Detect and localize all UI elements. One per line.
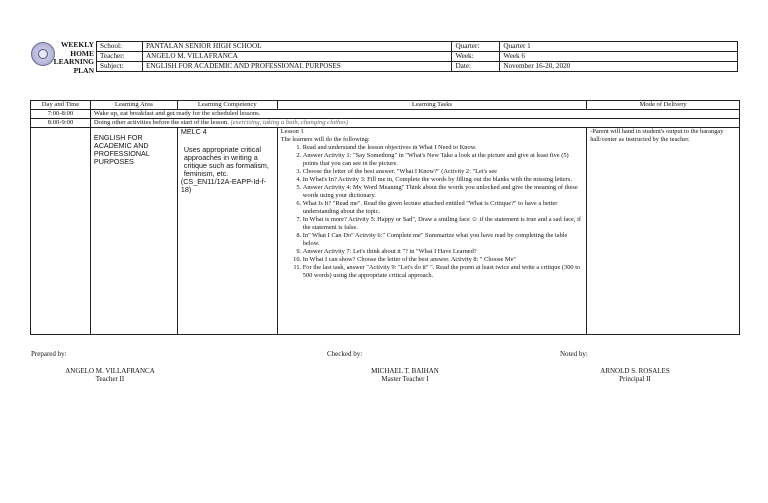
noted-title: Principal II bbox=[619, 375, 651, 383]
noted-by-label: Noted by: bbox=[560, 350, 588, 358]
checked-name: MICHAEL T. BAIHAN bbox=[371, 367, 439, 375]
prepared-name: ANGELO M. VILLAFRANCA bbox=[65, 367, 155, 375]
checked-title: Master Teacher I bbox=[381, 375, 429, 383]
noted-name: ARNOLD S. ROSALES bbox=[600, 367, 670, 375]
quarter-value: Quarter 1 bbox=[500, 42, 738, 52]
list-item: 7. In What is more? Activity 5: Happy or Sad", Draw a smiling face ☺ if the statement is true and a sad face, if the statement is false. bbox=[303, 216, 583, 232]
competency-cell bbox=[177, 128, 277, 335]
learning-area-cell: ENGLISH FOR ACADEMIC AND PROFESSIONAL PURPOSES bbox=[90, 128, 177, 335]
prepared-title: Teacher II bbox=[95, 375, 125, 383]
prepared-by-block bbox=[40, 367, 180, 383]
learning-plan-table bbox=[30, 100, 740, 335]
subject-value: ENGLISH FOR ACADEMIC AND PROFESSIONAL PURPOSES bbox=[142, 62, 451, 72]
list-item: 10. In What I can show? Choose the letter of the best answer. Activity 8: " Choose Me" bbox=[303, 256, 583, 264]
table-row bbox=[31, 110, 740, 119]
school-value: PANTALAN SENIOR HIGH SCHOOL bbox=[142, 42, 451, 52]
list-item: 11. For the last task, answer "Activity 9: "Let's do it" ". Read the poem at least twice and write a critique (300 to 500 words) using the appropriate critical approach. bbox=[303, 264, 583, 280]
learning-tasks-cell bbox=[277, 128, 586, 335]
tasks-intro: The learners will do the following: bbox=[280, 136, 370, 143]
competency-code: (CS_EN11/12A-EAPP-Id-f-18) bbox=[180, 177, 267, 194]
noted-by-block bbox=[565, 367, 705, 383]
routine-text: Doing other activities before the start of the lesson. bbox=[93, 119, 229, 126]
checked-by-label: Checked by: bbox=[327, 350, 363, 358]
date-label: Date: bbox=[452, 62, 500, 72]
col-learning-area: Learning Area bbox=[90, 101, 177, 110]
routine-cell: Wake up, eat breakfast and get ready for the scheduled lessons. bbox=[90, 110, 739, 119]
list-item: 1. Read and understand the lesson objectives in What I Need to Know. bbox=[303, 144, 583, 152]
plan-title: WEEKLY HOME LEARNING PLAN bbox=[53, 40, 94, 75]
col-day-time: Day and Time bbox=[31, 101, 91, 110]
col-mode-of-delivery: Mode of Delivery bbox=[587, 101, 740, 110]
list-item: 2. Answer Activity 1: "Say Something" in "What's New Take a look at the picture and give at least five (5) points that you can see in the picture. bbox=[303, 152, 583, 168]
list-item: 9. Answer Activity 7: Let's think about it "? in "What I Have Learned? bbox=[303, 248, 583, 256]
delivery-cell: -Parent will hand in student's output to the barangay hall/center as instructed by the teacher. bbox=[587, 128, 740, 335]
header-info-table bbox=[96, 41, 738, 72]
week-value: Week 6 bbox=[500, 52, 738, 62]
col-learning-tasks: Learning Tasks bbox=[277, 101, 586, 110]
school-label: School: bbox=[97, 42, 143, 52]
melc-label: MELC 4 bbox=[180, 127, 207, 136]
table-row-lesson bbox=[31, 128, 740, 335]
empty-time-cell bbox=[31, 128, 91, 335]
list-item: 6. What Is It? "Read me". Read the given lecture attached entitled "What is Critique?" to have a better understanding about the topic. bbox=[303, 200, 583, 216]
time-cell: 8:00-9:00 bbox=[31, 119, 91, 128]
checked-by-block bbox=[335, 367, 475, 383]
prepared-by-label: Prepared by: bbox=[31, 350, 67, 358]
header-row-teacher bbox=[97, 52, 738, 62]
list-item: 4. In What's In? Activity 3: Fill me in, Complete the words by filling out the blanks with the missing letters. bbox=[303, 176, 583, 184]
col-learning-competency: Learning Competency bbox=[177, 101, 277, 110]
list-item: 5. Answer Activity 4: My Word Meaning" Think about the words you unlocked and give the meaning of these words using your dictionary. bbox=[303, 184, 583, 200]
routine-note: (exercising, taking a bath, changing clothes) bbox=[230, 119, 349, 126]
week-label: Week: bbox=[452, 52, 500, 62]
task-list bbox=[281, 144, 583, 280]
competency-text: Uses appropriate critical approaches in writing a critique such as formalism, feminism, etc. bbox=[183, 145, 269, 178]
header-row-subject bbox=[97, 62, 738, 72]
quarter-label: Quarter: bbox=[452, 42, 500, 52]
teacher-value: ANGELO M. VILLAFRANCA bbox=[142, 52, 451, 62]
list-item: 3. Choose the letter of the best answer. "What I Know?" (Activity 2: "Let's see bbox=[303, 168, 583, 176]
time-cell: 7:00-8:00 bbox=[31, 110, 91, 119]
table-header-row bbox=[31, 101, 740, 110]
lesson-label: Lesson 1 bbox=[280, 128, 304, 135]
teacher-label: Teacher: bbox=[97, 52, 143, 62]
subject-label: Subject: bbox=[97, 62, 143, 72]
list-item: 8. In" What I Can Do" Activity 6:" Complete me" Summarize what you have read by completing the table below. bbox=[303, 232, 583, 248]
date-value: November 16-20, 2020 bbox=[500, 62, 738, 72]
table-row bbox=[31, 119, 740, 128]
header-row-school bbox=[97, 42, 738, 52]
